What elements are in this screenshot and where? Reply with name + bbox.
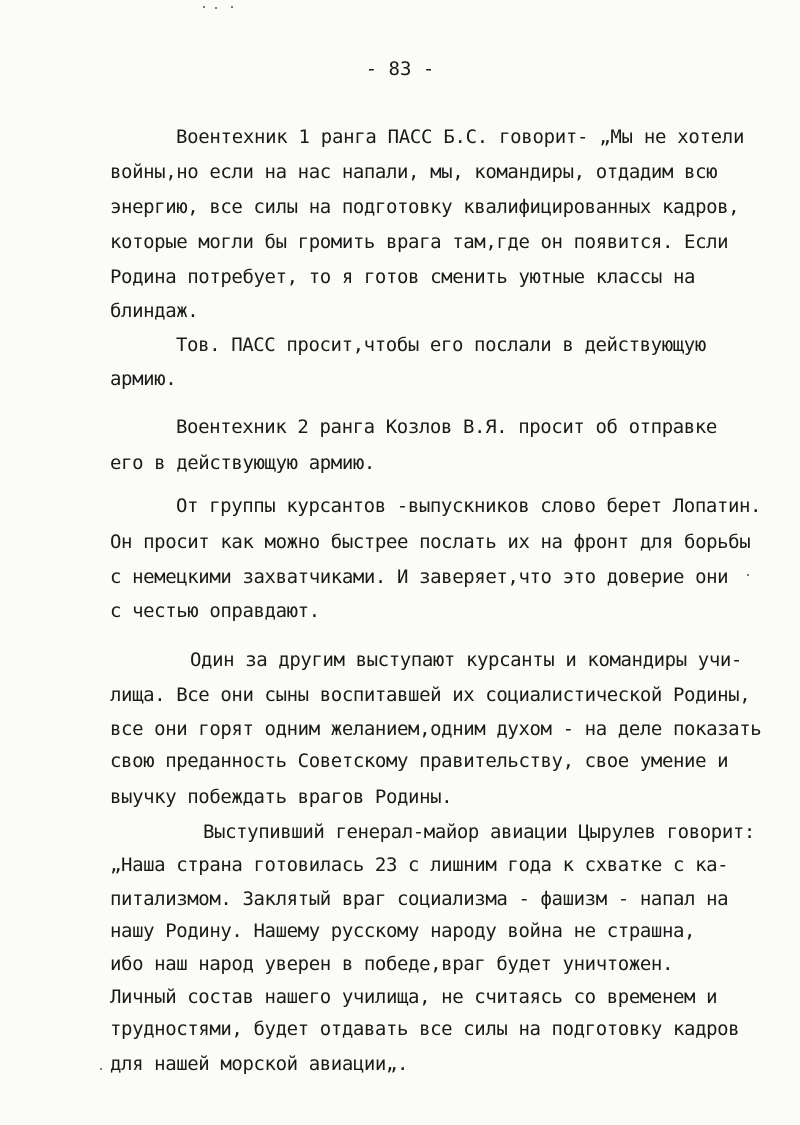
scan-speck [100, 1068, 102, 1070]
text-line: Личный состав нашего училища, не считаясь со временем и [110, 986, 718, 1008]
text-line: питализмом. Заклятый враг социализма - фашизм - напал на [110, 888, 729, 910]
scan-speck [231, 6, 233, 8]
text-line: энергию, все силы на подготовку квалифицированных кадров, [110, 196, 740, 218]
text-line: Один за другим выступают курсанты и командиры учи- [190, 649, 742, 671]
text-line: Выступивший генерал-майор авиации Цырулев говорит: [203, 821, 755, 843]
text-line: Воентехник 2 ранга Козлов В.Я. просит об отправке [176, 416, 717, 438]
text-line: ибо наш народ уверен в победе,враг будет уничтожен. [110, 953, 673, 975]
text-line: армию. [110, 368, 177, 390]
text-line: Тов. ПАСС просит,чтобы его послали в действующую [176, 334, 706, 356]
text-line: войны,но если на нас напали, мы, командиры, отдадим всю [110, 161, 718, 183]
text-line: Воентехник 1 ранга ПАСС Б.С. говорит- „Мы не хотели [176, 126, 745, 148]
text-line: его в действующую армию. [110, 452, 375, 474]
page-number: - 83 - [365, 58, 435, 80]
scan-speck [203, 6, 205, 8]
text-line: „Наша страна готовилась 23 с лишним года к схватке с ка- [110, 854, 729, 876]
text-line: свою преданность Советскому правительству, свое умение и [110, 750, 729, 772]
text-line: трудностями, будет отдавать все силы на подготовку кадров [110, 1018, 740, 1040]
text-line: нашу Родину. Нашему русскому народу война не страшна, [110, 920, 696, 942]
text-line: Родина потребует, то я готов сменить уютные классы на [110, 266, 696, 288]
text-line: Он просит как можно быстрее послать их на фронт для борьбы [110, 531, 751, 553]
text-line: с немецкими захватчиками. И заверяет,что это доверие они [110, 566, 729, 588]
text-line: которые могли бы громить врага там,где он появится. Если [110, 231, 729, 253]
scan-speck [747, 574, 749, 576]
text-line: все они горят одним желанием,одним духом - на деле показать [110, 718, 762, 740]
text-line: блиндаж. [110, 300, 199, 322]
text-line: для нашей морской авиации„. [110, 1053, 409, 1075]
text-line: лища. Все они сыны воспитавшей их социалистической Родины, [110, 684, 751, 706]
text-line: выучку побеждать врагов Родины. [110, 786, 453, 808]
text-line: От группы курсантов -выпускников слово берет Лопатин. [176, 495, 762, 517]
text-line: с честью оправдают. [110, 600, 320, 622]
scan-speck [215, 7, 217, 9]
